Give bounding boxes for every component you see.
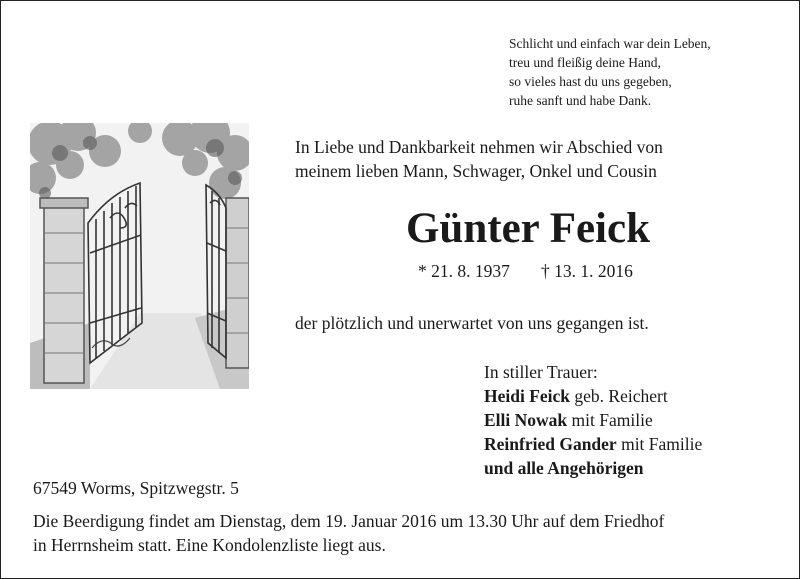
poem-line: ruhe sanft und habe Dank. bbox=[509, 93, 652, 108]
funeral-info bbox=[33, 509, 664, 557]
mourner-entry bbox=[484, 456, 702, 480]
intro-text bbox=[295, 135, 663, 183]
death-date: † 13. 1. 2016 bbox=[541, 261, 633, 281]
mourner-entry bbox=[484, 384, 702, 408]
poem-line: treu und fleißig deine Hand, bbox=[509, 55, 661, 70]
mourner-entry bbox=[484, 432, 702, 456]
deceased-name: Günter Feick bbox=[405, 205, 651, 252]
mourner-entry bbox=[484, 408, 702, 432]
poem-line: Schlicht und einfach war dein Leben, bbox=[509, 36, 711, 51]
poem bbox=[509, 34, 711, 110]
intro-line: In Liebe und Dankbarkeit nehmen wir Abschied von bbox=[295, 137, 663, 157]
mourner-suffix: geb. Reichert bbox=[570, 386, 668, 406]
mourners-heading: In stiller Trauer: bbox=[484, 362, 598, 382]
intro-line: meinem lieben Mann, Schwager, Onkel und Cousin bbox=[295, 161, 657, 181]
mourner-name: Elli Nowak bbox=[484, 410, 568, 430]
passing-statement: der plötzlich und unerwartet von uns gegangen ist. bbox=[295, 313, 649, 333]
mourner-suffix: mit Familie bbox=[567, 410, 653, 430]
funeral-line: in Herrnsheim statt. Eine Kondolenzliste liegt aus. bbox=[33, 535, 386, 555]
mourner-suffix: mit Familie bbox=[616, 434, 703, 454]
mourner-name: Heidi Feick bbox=[484, 386, 571, 406]
birth-date: * 21. 8. 1937 bbox=[418, 261, 510, 281]
mourner-name: Reinfried Gander bbox=[484, 434, 617, 454]
funeral-line: Die Beerdigung findet am Dienstag, dem 19. Januar 2016 um 13.30 Uhr auf dem Friedhof bbox=[33, 511, 665, 531]
address: 67549 Worms, Spitzwegstr. 5 bbox=[33, 478, 239, 498]
mourner-name: und alle Angehörigen bbox=[484, 458, 644, 478]
mourners-block bbox=[484, 360, 702, 480]
garden-gate-image bbox=[30, 123, 249, 389]
poem-line: so vieles hast du uns gegeben, bbox=[509, 74, 672, 89]
